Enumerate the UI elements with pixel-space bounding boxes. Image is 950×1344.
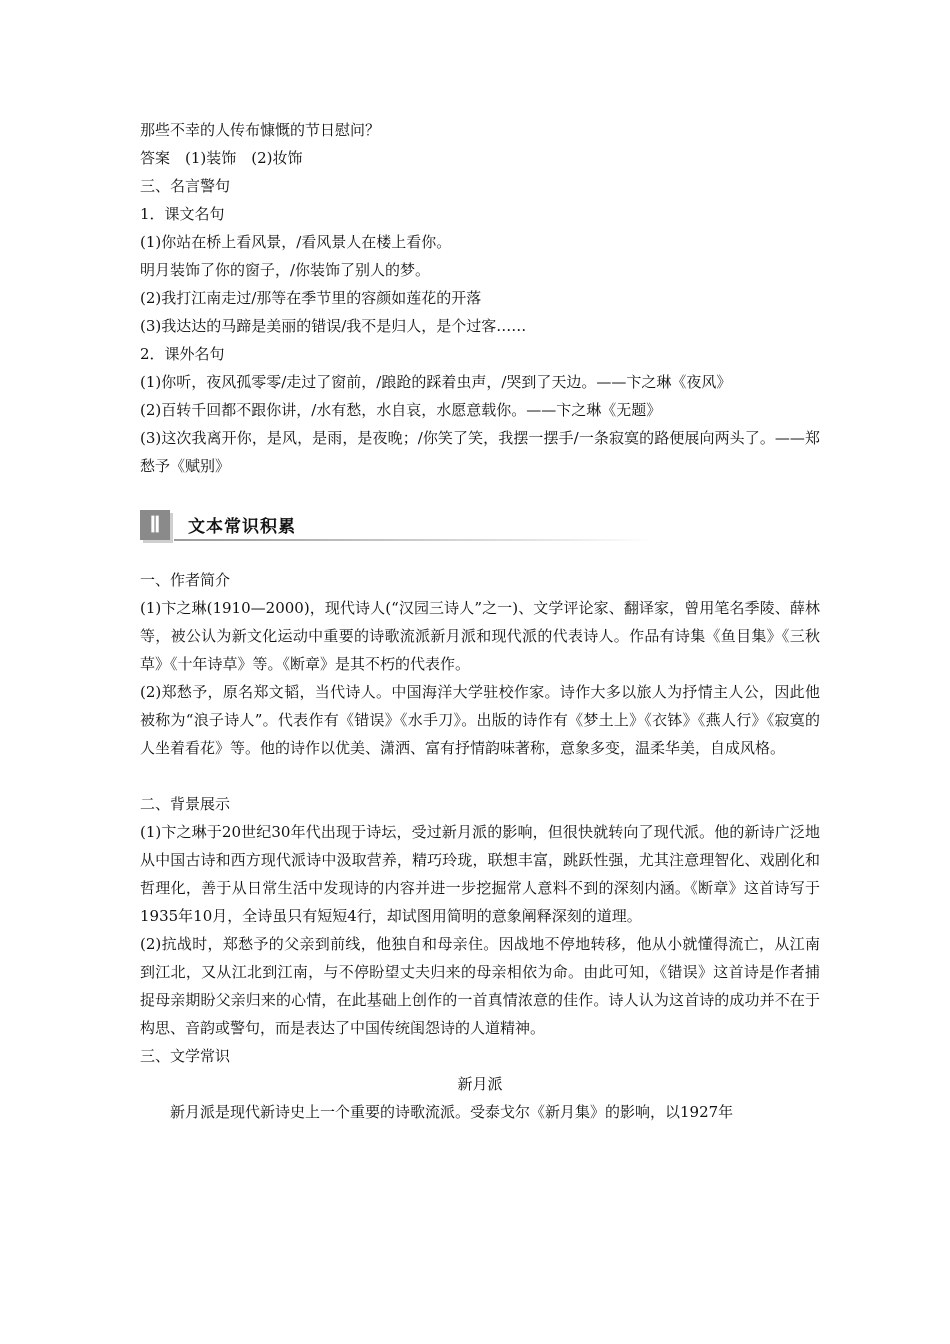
subheading-text-quotes: 1．课文名句 [140,205,225,223]
quote-line: (2)百转千回都不跟你讲，/水有愁，水自哀，水愿意载你。——卞之琳《无题》 [140,401,662,419]
subheading-extra-quotes: 2．课外名句 [140,345,225,363]
section-number-badge: Ⅱ [140,510,170,540]
paragraph-crescent-school: 新月派是现代新诗史上一个重要的诗歌流派。受泰戈尔《新月集》的影响，以1927年 [170,1103,734,1121]
paragraph-bian-zhilin: (1)卞之琳(1910—2000)，现代诗人(“汉园三诗人”之一)、文学评论家、翻译家，曾用笔名季陵、薛林等，被公认为新文化运动中重要的诗歌流派新月派和现代派的代表诗人。作品有诗集《鱼目集》《三秋草》《十年诗草》等。《断章》是其不朽的代表作。 [140,599,820,673]
spacer [140,762,820,790]
paragraph-background-1: (1)卞之琳于20世纪30年代出现于诗坛，受过新月派的影响，但很快就转向了现代派。他的新诗广泛地从中国古诗和西方现代派诗中汲取营养，精巧玲珑，联想丰富，跳跃性强，尤其注意理智化、戏剧化和哲理化，善于从日常生活中发现诗的内容并进一步挖掘常人意料不到的深刻内涵。《断章》这首诗写于1935年10月，全诗虽只有短短4行，却试图用简明的意象阐释深刻的道理。 [140,823,820,925]
quote-line: (3)我达达的马蹄是美丽的错误/我不是归人，是个过客…… [140,317,527,335]
heading-literature: 三、文学常识 [140,1047,231,1065]
paragraph-background-2: (2)抗战时，郑愁予的父亲到前线，他独自和母亲住。因战地不停地转移，他从小就懂得流亡，从江南到江北，又从江北到江南，与不停盼望丈夫归来的母亲相依为命。由此可知，《错误》这首诗是作者捕捉母亲期盼父亲归来的心情，在此基础上创作的一首真情浓意的佳作。诗人认为这首诗的成功并不在于构思、音韵或警句，而是表达了中国传统闺怨诗的人道精神。 [140,935,820,1037]
heading-background: 二、背景展示 [140,795,231,813]
quote-line: (1)你站在桥上看风景，/看风景人在楼上看你。 [140,233,452,251]
answer-line: 答案 (1)装饰 (2)妆饰 [140,149,303,167]
paragraph-zheng-chouyu: (2)郑愁予，原名郑文韬，当代诗人。中国海洋大学驻校作家。诗作大多以旅人为抒情主人公，因此他被称为“浪子诗人”。代表作有《错误》《水手刀》。出版的诗作有《梦土上》《衣钵》《燕人行》《寂寞的人坐着看花》等。他的诗作以优美、潇洒、富有抒情韵味著称，意象多变，温柔华美，自成风格。 [140,683,820,757]
section-title: 文本常识积累 [188,517,296,537]
section-underline [174,539,654,541]
quote-line: 明月装饰了你的窗子，/你装饰了别人的梦。 [140,261,431,279]
section-header [140,510,820,540]
subtitle-crescent-school: 新月派 [457,1075,503,1093]
quote-paragraph: (3)这次我离开你，是风，是雨，是夜晚；/你笑了笑，我摆一摆手/一条寂寞的路便展向两头了。——郑愁予《赋别》 [140,429,820,475]
heading-quotes: 三、名言警句 [140,177,231,195]
heading-author: 一、作者简介 [140,571,231,589]
quote-line: (2)我打江南走过/那等在季节里的容颜如莲花的开落 [140,289,482,307]
quote-line: (1)你听，夜风孤零零/走过了窗前，/踉跄的踩着虫声，/哭到了天边。——卞之琳《夜风》 [140,373,732,391]
document-page [140,116,820,1126]
text-line: 那些不幸的人传布慷慨的节日慰问？ [140,121,381,139]
